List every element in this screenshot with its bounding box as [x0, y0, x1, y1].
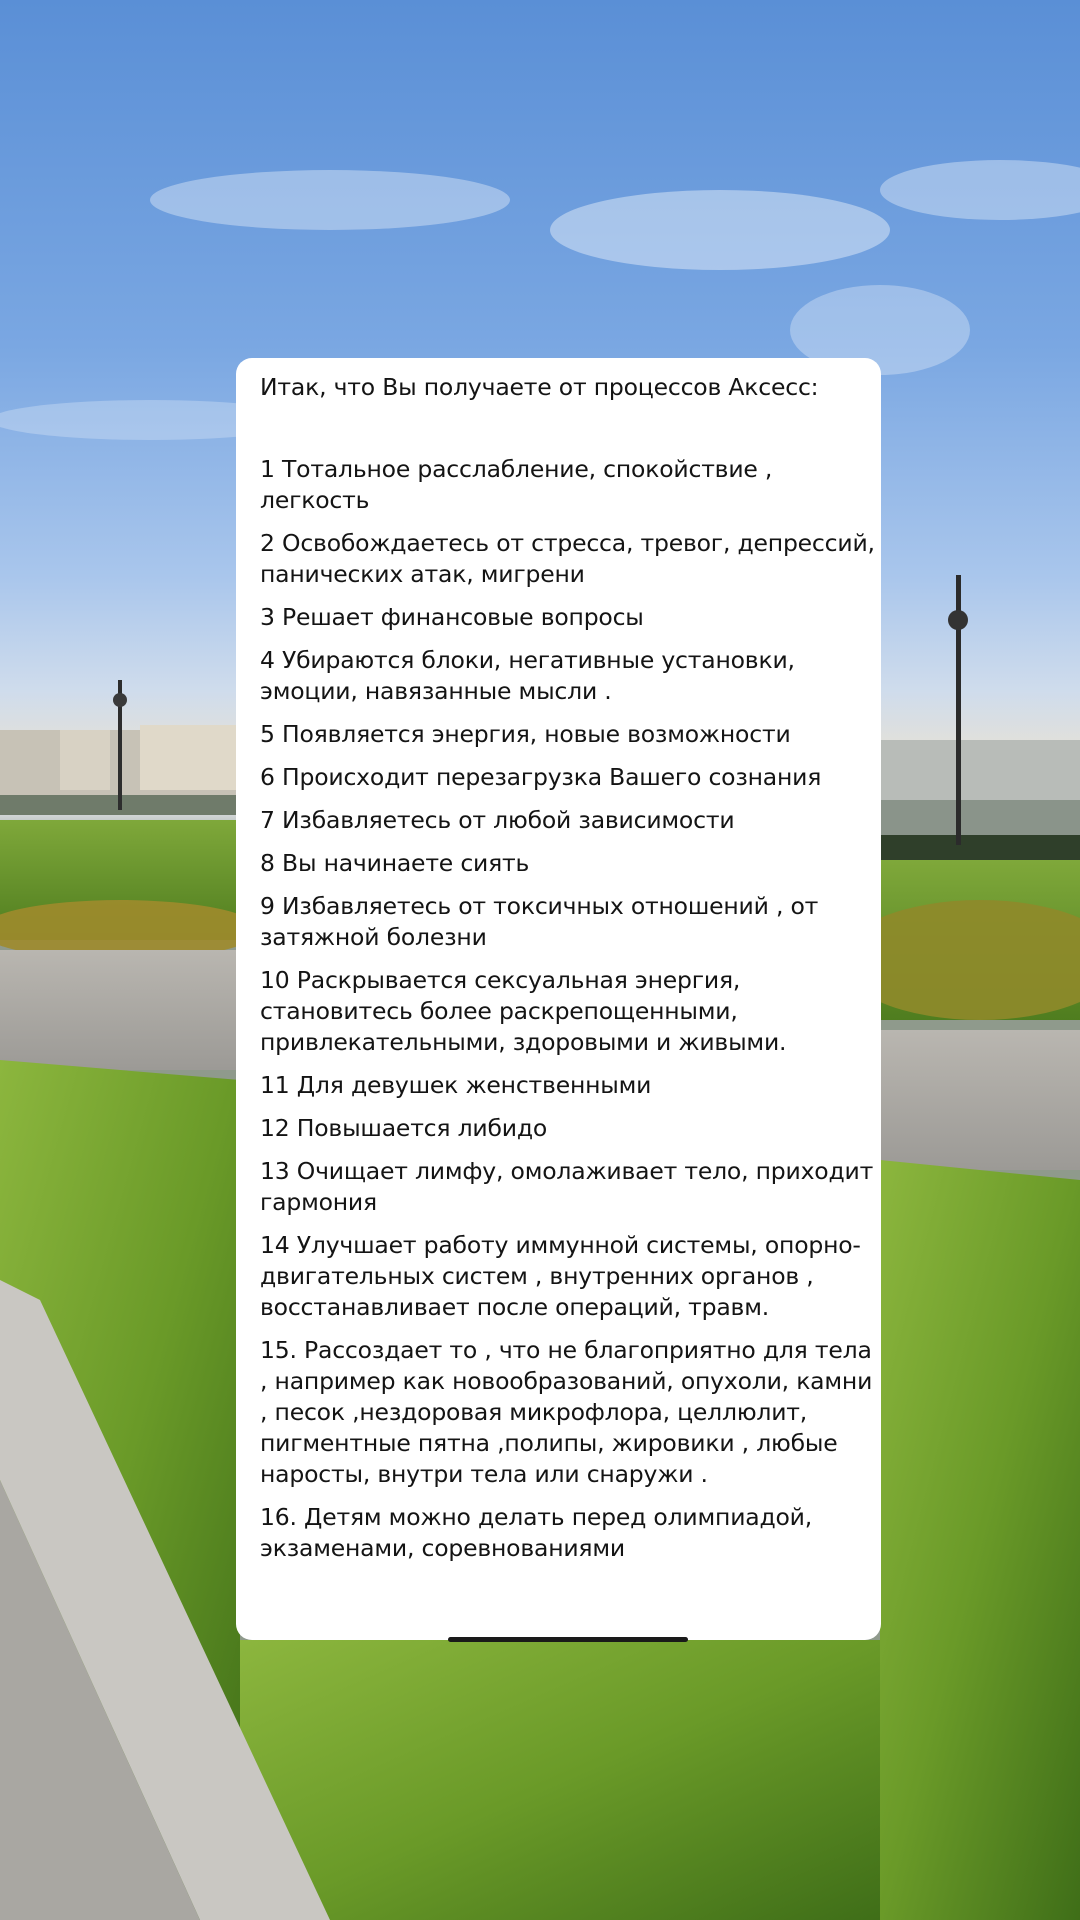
home-indicator[interactable]: [448, 1637, 688, 1642]
text-card: [236, 358, 881, 1640]
card-title: Итак, что Вы получаете от процессов Аксесс:: [260, 373, 819, 401]
spacer: [260, 406, 875, 454]
list-item: 5 Появляется энергия, новые возможности: [260, 720, 791, 748]
list-item: 12 Повышается либидо: [260, 1114, 548, 1142]
list-item: 8 Вы начинаете сиять: [260, 849, 530, 877]
list-item: 9 Избавляетесь от токсичных отношений , от затяжной болезни: [260, 892, 819, 951]
list-item: 10 Раскрывается сексуальная энергия, становитесь более раскрепощенными, привлекательными, здоровыми и живыми.: [260, 966, 787, 1056]
list-item: 14 Улучшает работу иммунной системы, опорно-двигательных систем , внутренних органов , восстанавливает после операций, травм.: [260, 1231, 861, 1321]
list-item: 4 Убираются блоки, негативные установки, эмоции, навязанные мысли .: [260, 646, 795, 705]
list-item: 1 Тотальное расслабление, спокойствие , легкость: [260, 455, 773, 514]
list-item: 6 Происходит перезагрузка Вашего сознания: [260, 763, 822, 791]
list-item: 11 Для девушек женственными: [260, 1071, 652, 1099]
list-item: 7 Избавляетесь от любой зависимости: [260, 806, 735, 834]
list-item: 2 Освобождаетесь от стресса, тревог, депрессий, панических атак, мигрени: [260, 529, 875, 588]
list-item: 16. Детям можно делать перед олимпиадой, экзаменами, соревнованиями: [260, 1503, 813, 1562]
list-item: 13 Очищает лимфу, омолаживает тело, приходит гармония: [260, 1157, 874, 1216]
list-item: 3 Решает финансовые вопросы: [260, 603, 644, 631]
list-item: 15. Рассоздает то , что не благоприятно для тела , например как новообразований, опухоли, камни , песок ,нездоровая микрофлора, целлюлит, пигментные пятна ,полипы, жировики , любые наросты, внутри тела или снаружи .: [260, 1336, 873, 1488]
